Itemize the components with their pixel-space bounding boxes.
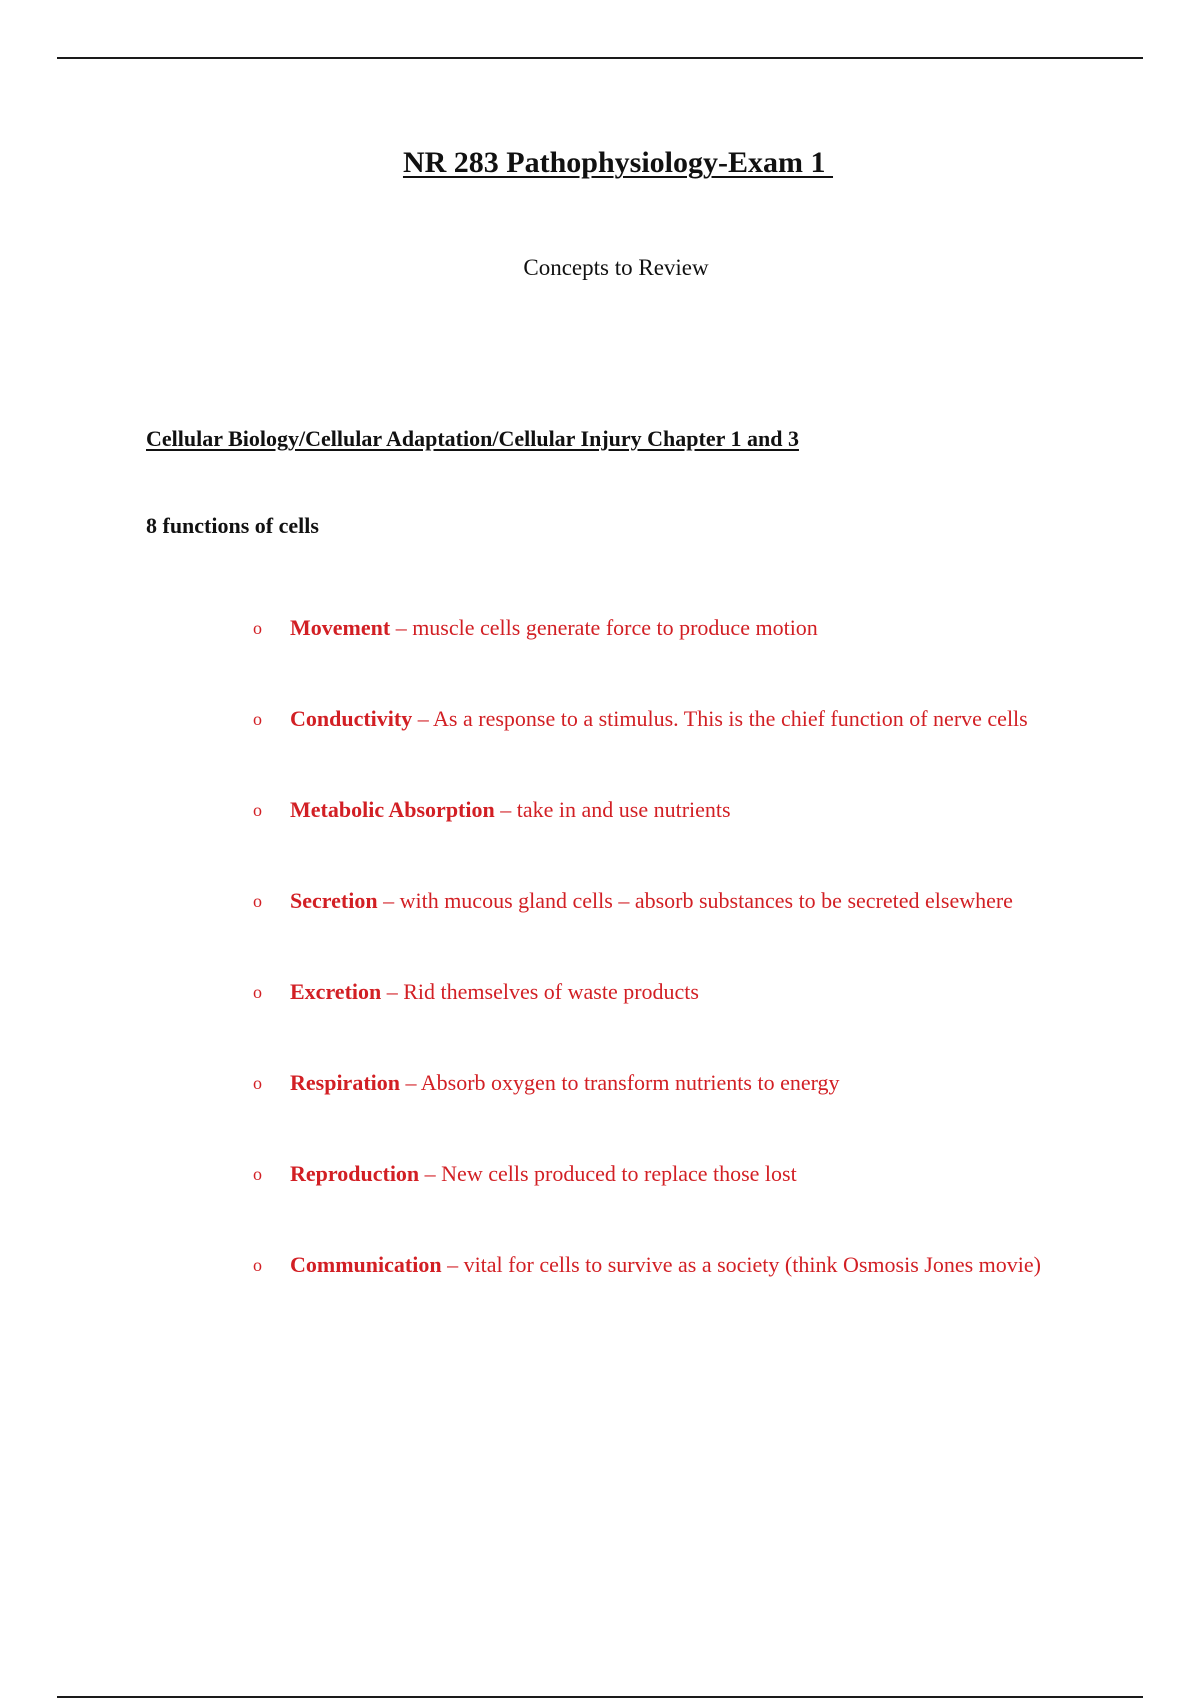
function-description: – muscle cells generate force to produce motion	[390, 615, 818, 640]
top-rule	[57, 57, 1143, 59]
function-description: – New cells produced to replace those lost	[419, 1161, 797, 1186]
function-term: Reproduction	[290, 1161, 420, 1186]
bullet-icon: o	[253, 982, 262, 1002]
list-item-movement	[0, 593, 1200, 663]
bullet-icon: o	[253, 618, 262, 638]
bullet-icon: o	[253, 800, 262, 820]
function-term: Metabolic Absorption	[290, 797, 495, 822]
function-description: – Absorb oxygen to transform nutrients to energy	[400, 1070, 840, 1095]
bullet-icon: o	[253, 1073, 262, 1093]
section-heading: Cellular Biology/Cellular Adaptation/Cellular Injury Chapter 1 and 3	[146, 426, 799, 451]
function-description: – As a response to a stimulus. This is the chief function of nerve cells	[412, 706, 1028, 731]
function-description: – take in and use nutrients	[494, 797, 731, 822]
function-description: – Rid themselves of waste products	[381, 979, 699, 1004]
function-term: Movement	[290, 615, 391, 640]
function-term: Conductivity	[290, 706, 413, 731]
bullet-icon: o	[253, 1164, 262, 1184]
list-item-metabolic-absorption	[0, 775, 1200, 845]
page-subtitle: Concepts to Review	[523, 255, 709, 280]
function-term: Respiration	[290, 1070, 400, 1095]
function-term: Communication	[290, 1252, 442, 1277]
list-item-excretion	[0, 957, 1200, 1027]
bottom-rule	[57, 1696, 1143, 1698]
functions-subheading: 8 functions of cells	[146, 513, 319, 538]
list-item-reproduction	[0, 1139, 1200, 1209]
function-term: Excretion	[290, 979, 382, 1004]
functions-list	[0, 593, 1200, 1321]
bullet-icon: o	[253, 1255, 262, 1275]
bullet-icon: o	[253, 891, 262, 911]
function-description: – vital for cells to survive as a society (think Osmosis Jones movie)	[441, 1252, 1041, 1277]
list-item-conductivity	[0, 684, 1200, 754]
page-title: NR 283 Pathophysiology-Exam 1	[402, 146, 834, 179]
list-item-respiration	[0, 1048, 1200, 1118]
list-item-secretion	[0, 866, 1200, 936]
bullet-icon: o	[253, 709, 262, 729]
function-term: Secretion	[290, 888, 378, 913]
list-item-communication	[0, 1230, 1200, 1300]
function-description: – with mucous gland cells – absorb substances to be secreted elsewhere	[377, 888, 1013, 913]
